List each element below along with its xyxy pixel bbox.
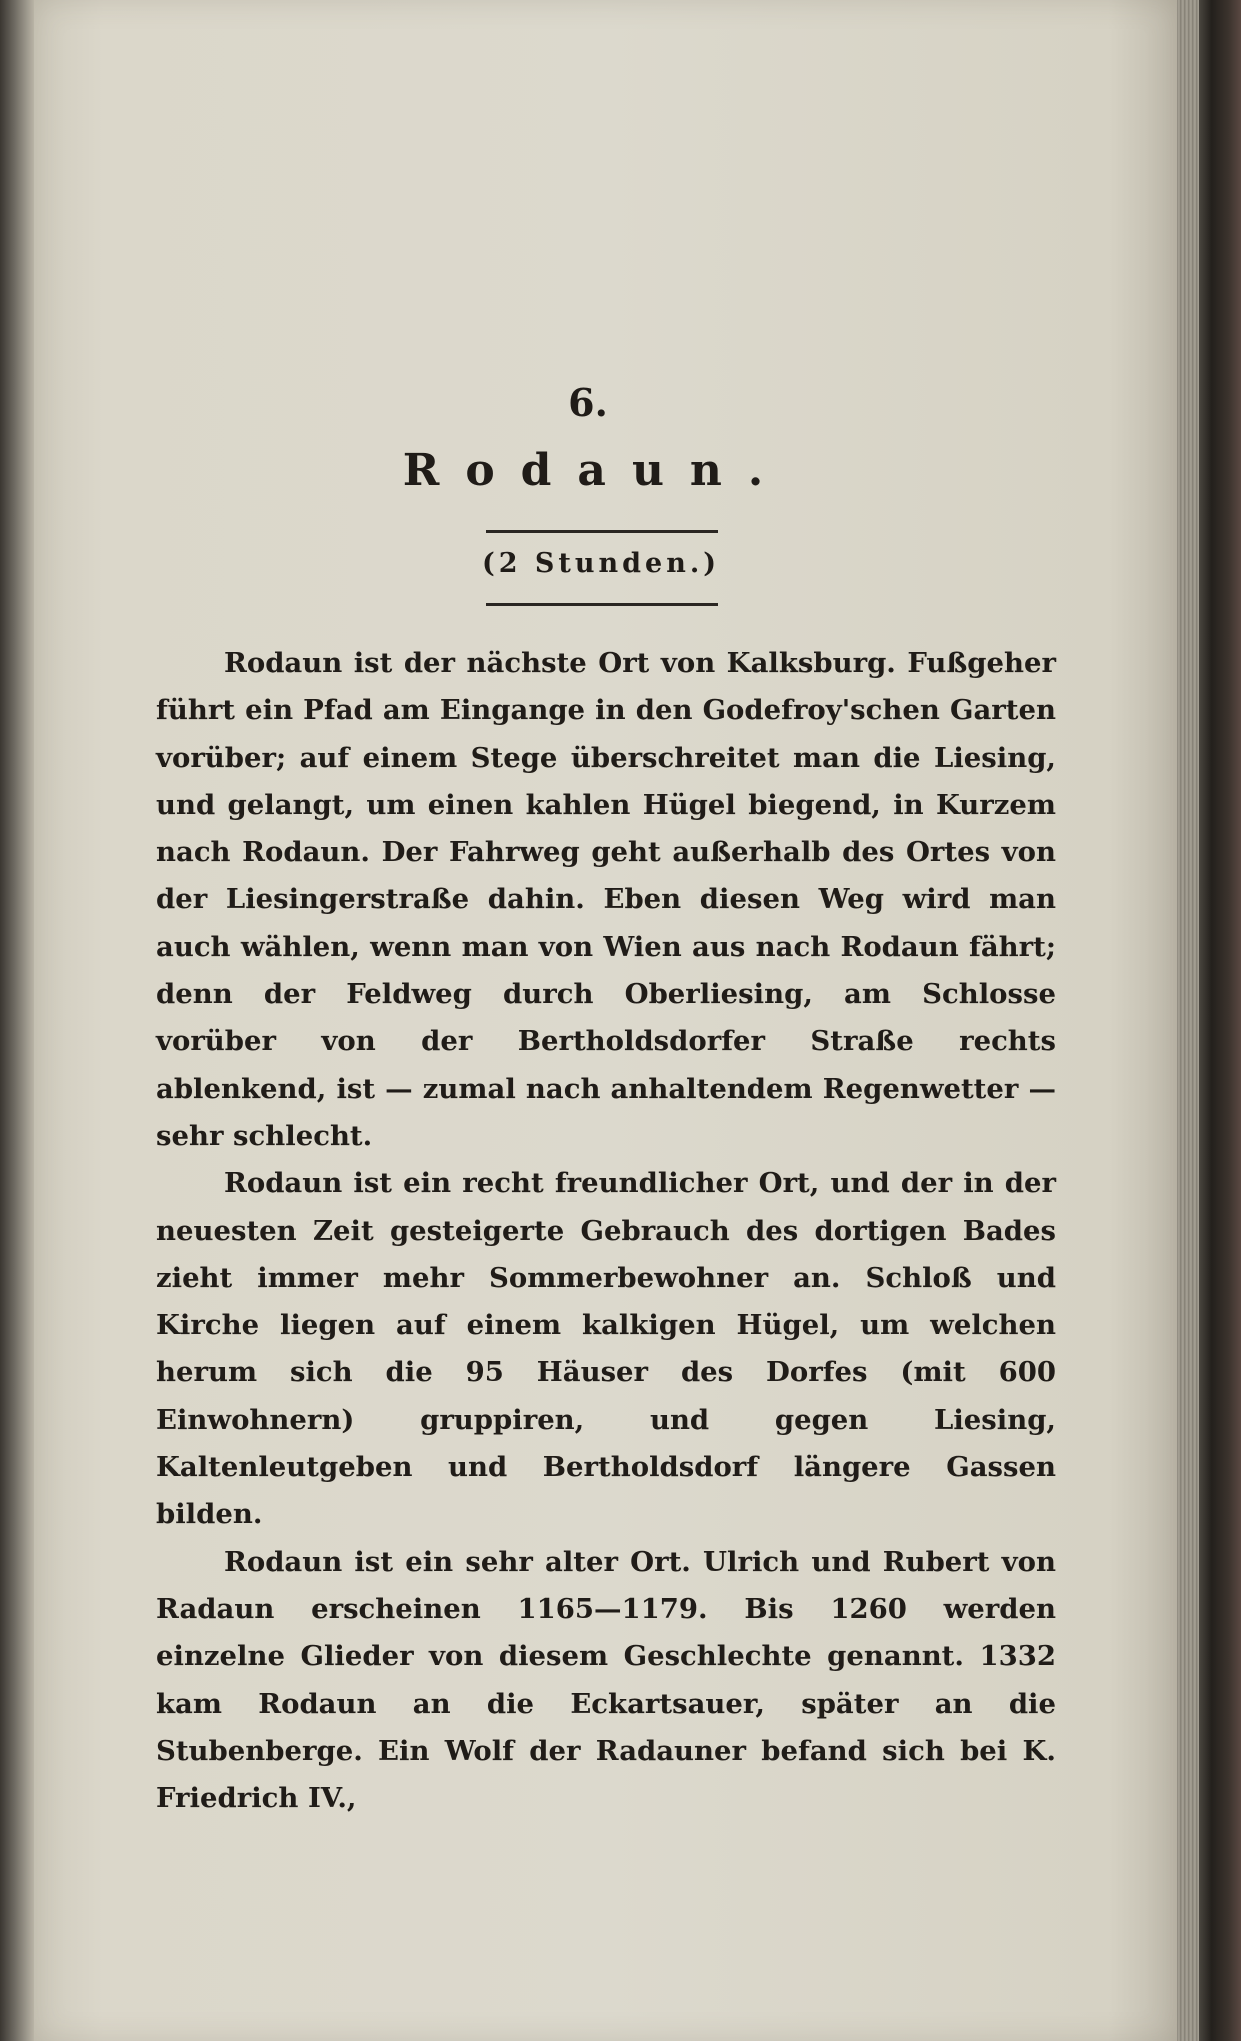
body-text: [156, 640, 1056, 1822]
paragraph-1: Rodaun ist der nächste Ort von Kalksburg. Fußgeher führt ein Pfad am Eingange in den Godefroy'schen Garten vorüber; auf einem Stege überschreitet man die Liesing, und gelangt, um einen kahlen Hügel biegend, in Kurzem nach Rodaun. Der Fahrweg geht außerhalb des Ortes von der Liesingerstraße dahin. Eben diesen Weg wird man auch wählen, wenn man von Wien aus nach Rodaun fährt; denn der Feldweg durch Oberliesing, am Schlosse vorüber von der Bertholdsdorfer Straße rechts ablenkend, ist — zumal nach anhaltendem Regenwetter — sehr schlecht.: [156, 647, 1056, 1152]
chapter-subtitle: (2 Stunden.): [481, 548, 721, 579]
divider-top: [486, 530, 718, 533]
paragraph-3: Rodaun ist ein sehr alter Ort. Ulrich und Rubert von Radaun erscheinen 1165—1179. Bis 1260 werden einzelne Glieder von diesem Geschlechte genannt. 1332 kam Rodaun an die Eckartsauer, später an die Stubenberge. Ein Wolf der Radauner befand sich bei K. Friedrich IV.,: [156, 1545, 1056, 1815]
chapter-title: Rodaun.: [402, 445, 790, 496]
chapter-number: 6.: [568, 380, 608, 425]
divider-bottom: [486, 603, 718, 606]
paragraph-2: Rodaun ist ein recht freundlicher Ort, und der in der neuesten Zeit gesteigerte Gebrauch des dortigen Bades zieht immer mehr Sommerbewohner an. Schloß und Kirche liegen auf einem kalkigen Hügel, um welchen herum sich die 95 Häuser des Dorfes (mit 600 Einwohnern) gruppiren, und gegen Liesing, Kaltenleutgeben und Bertholdsdorf längere Gassen bilden.: [156, 1167, 1056, 1531]
book-gutter: [0, 0, 34, 2041]
book-page: [34, 0, 1177, 2041]
page-edges: [1177, 0, 1199, 2041]
book-cover-edge: [1199, 0, 1241, 2041]
